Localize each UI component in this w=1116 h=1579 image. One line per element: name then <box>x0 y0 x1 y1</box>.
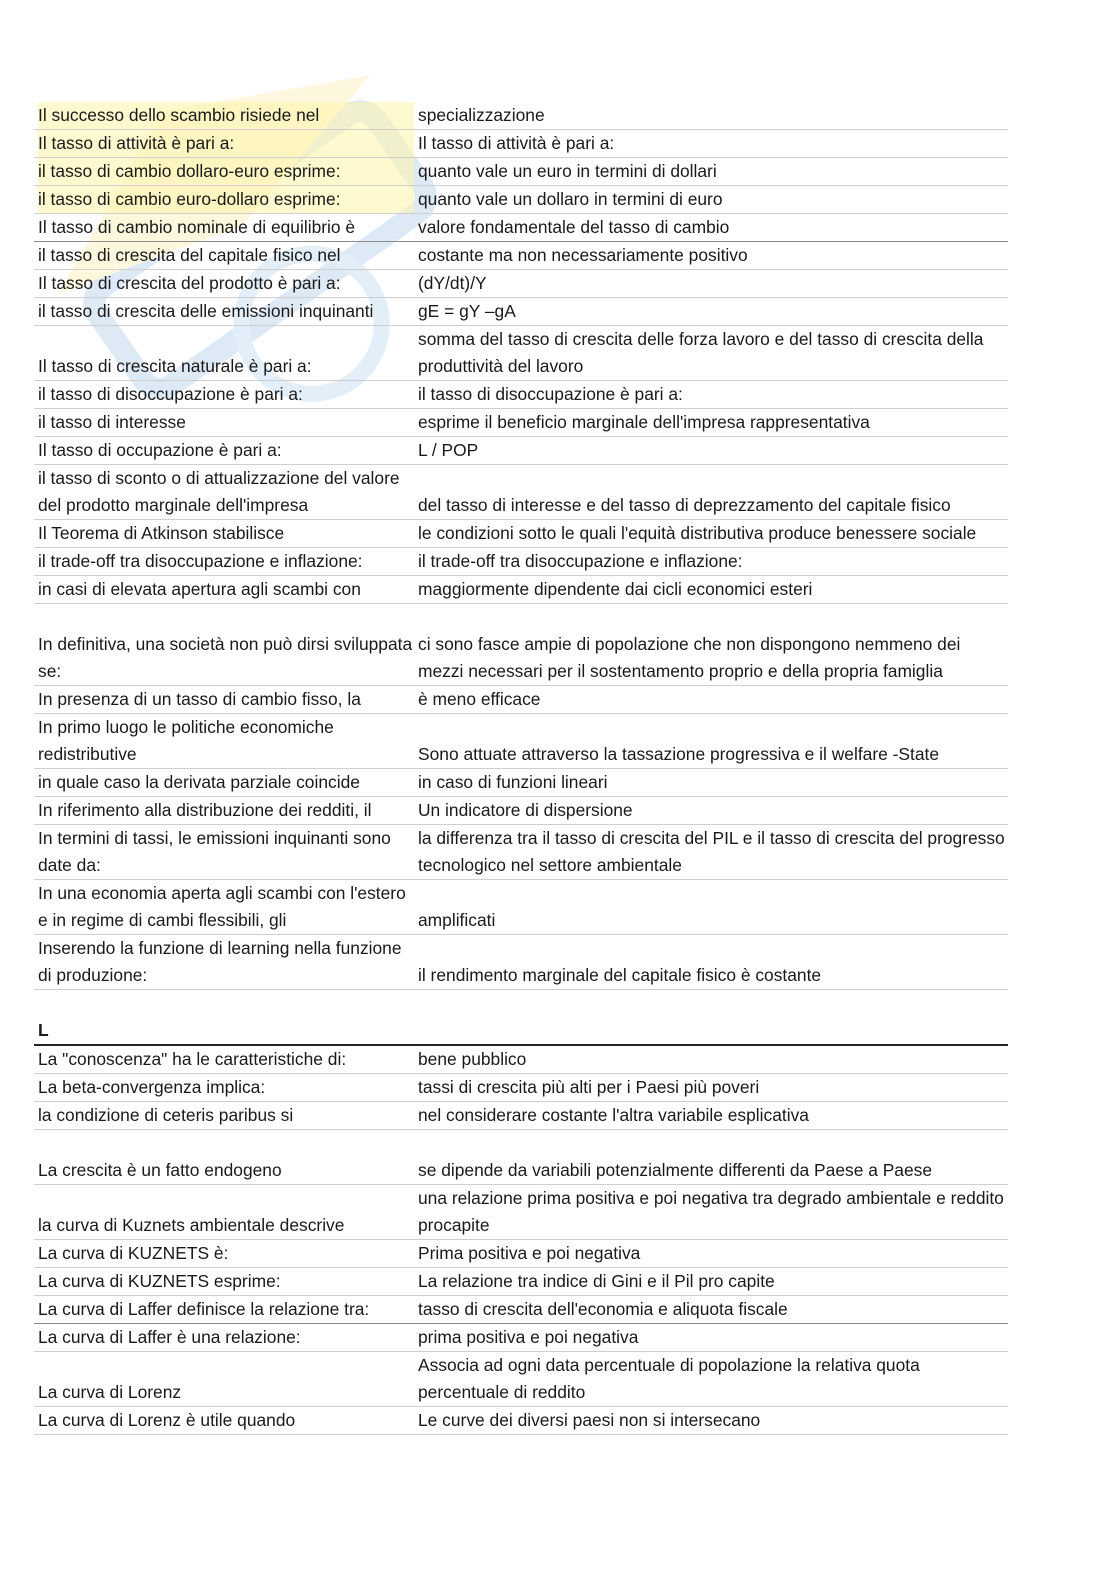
table-row <box>34 465 1008 520</box>
section-heading: L <box>34 1017 1008 1046</box>
answer-text: la differenza tra il tasso di crescita del PIL e il tasso di crescita del progresso tecnologico nel settore ambientale <box>418 828 1005 875</box>
answer-text: valore fondamentale del tasso di cambio <box>418 217 730 237</box>
table-row <box>34 1324 1008 1352</box>
question-text: La curva di KUZNETS esprime: <box>38 1271 281 1291</box>
answer-text: nel considerare costante l'altra variabile esplicativa <box>418 1105 809 1125</box>
question-text: La curva di Lorenz è utile quando <box>38 1410 296 1430</box>
answer-text: ci sono fasce ampie di popolazione che non dispongono nemmeno dei mezzi necessari per il sostentamento proprio e della propria famiglia <box>418 634 961 681</box>
answer-text: esprime il beneficio marginale dell'impresa rappresentativa <box>418 412 870 432</box>
table-row <box>34 1240 1008 1268</box>
question-text: La curva di Laffer è una relazione: <box>38 1327 301 1347</box>
answer-text: (dY/dt)/Y <box>418 273 487 293</box>
question-text: Il Teorema di Atkinson stabilisce <box>38 523 285 543</box>
question-text: il tasso di cambio dollaro-euro esprime: <box>38 158 414 185</box>
table-row <box>34 214 1008 242</box>
question-text: La "conoscenza" ha le caratteristiche di: <box>38 1049 347 1069</box>
question-text: il tasso di disoccupazione è pari a: <box>38 384 303 404</box>
table-row <box>34 576 1008 604</box>
question-text: Inserendo la funzione di learning nella funzione di produzione: <box>38 938 402 985</box>
table-row <box>34 631 1008 686</box>
table-row <box>34 242 1008 270</box>
question-text: In una economia aperta agli scambi con l'estero e in regime di cambi flessibili, gli <box>38 883 406 930</box>
table-row <box>34 158 1008 186</box>
answer-text: amplificati <box>418 910 496 930</box>
question-text: Il tasso di crescita del prodotto è pari a: <box>38 273 341 293</box>
blank-line <box>34 990 1008 1017</box>
answer-text: Sono attuate attraverso la tassazione progressiva e il welfare -State <box>418 744 940 764</box>
answer-text: Il tasso di attività è pari a: <box>418 133 615 153</box>
answer-text: il tasso di disoccupazione è pari a: <box>418 384 683 404</box>
question-text: In primo luogo le politiche economiche redistributive <box>38 717 334 764</box>
table-row <box>34 186 1008 214</box>
answer-text: le condizioni sotto le quali l'equità distributiva produce benessere sociale <box>418 523 977 543</box>
table-row <box>34 326 1008 381</box>
table-row <box>34 825 1008 880</box>
table-row <box>34 548 1008 576</box>
answer-text: quanto vale un dollaro in termini di euro <box>418 189 723 209</box>
table-row <box>34 769 1008 797</box>
table-row <box>34 880 1008 935</box>
table-row <box>34 1268 1008 1296</box>
question-text: il tasso di interesse <box>38 412 186 432</box>
question-text: in casi di elevata apertura agli scambi con <box>38 579 361 599</box>
question-text: In riferimento alla distribuzione dei redditi, il <box>38 800 372 820</box>
answer-text: Associa ad ogni data percentuale di popolazione la relativa quota percentuale di reddito <box>418 1355 920 1402</box>
question-text: La crescita è un fatto endogeno <box>38 1160 282 1180</box>
question-text: il tasso di cambio euro-dollaro esprime: <box>38 186 414 213</box>
table-row <box>34 270 1008 298</box>
table-row <box>34 1185 1008 1240</box>
answer-text: Le curve dei diversi paesi non si intersecano <box>418 1410 761 1430</box>
question-text: Il tasso di cambio nominale di equilibrio è <box>38 217 356 237</box>
question-text: Il tasso di attività è pari a: <box>38 130 414 157</box>
table-row <box>34 714 1008 769</box>
table-row <box>34 1296 1008 1324</box>
answer-text: bene pubblico <box>418 1049 527 1069</box>
answer-text: somma del tasso di crescita delle forza lavoro e del tasso di crescita della produttività del lavoro <box>418 329 984 376</box>
answer-text: prima positiva e poi negativa <box>418 1327 639 1347</box>
answer-text: La relazione tra indice di Gini e il Pil pro capite <box>418 1271 775 1291</box>
table-row <box>34 298 1008 326</box>
answer-text: L / POP <box>418 440 479 460</box>
question-text: La curva di KUZNETS è: <box>38 1243 229 1263</box>
question-text: La curva di Laffer definisce la relazione tra: <box>38 1299 370 1319</box>
blank-line <box>34 604 1008 631</box>
question-text: Il successo dello scambio risiede nel <box>38 102 414 129</box>
answer-text: in caso di funzioni lineari <box>418 772 608 792</box>
table-row <box>34 1352 1008 1407</box>
question-text: La beta-convergenza implica: <box>38 1077 266 1097</box>
table-row <box>34 102 1008 130</box>
question-text: il tasso di sconto o di attualizzazione del valore del prodotto marginale dell'impresa <box>38 468 400 515</box>
answer-text: una relazione prima positiva e poi negativa tra degrado ambientale e reddito procapite <box>418 1188 1004 1235</box>
answer-text: quanto vale un euro in termini di dollari <box>418 161 717 181</box>
answer-text: costante ma non necessariamente positivo <box>418 245 748 265</box>
table-row <box>34 1102 1008 1130</box>
table-row <box>34 381 1008 409</box>
question-text: Il tasso di occupazione è pari a: <box>38 440 282 460</box>
table-row <box>34 130 1008 158</box>
table-row <box>34 1157 1008 1185</box>
table-row <box>34 1407 1008 1435</box>
question-text: La curva di Lorenz <box>38 1382 182 1402</box>
question-text: la curva di Kuznets ambientale descrive <box>38 1215 345 1235</box>
answer-text: il trade-off tra disoccupazione e inflazione: <box>418 551 743 571</box>
document-body <box>34 102 1008 1435</box>
table-row <box>34 520 1008 548</box>
answer-text: maggiormente dipendente dai cicli economici esteri <box>418 579 813 599</box>
question-text: il trade-off tra disoccupazione e inflazione: <box>38 551 363 571</box>
blank-line <box>34 1130 1008 1157</box>
table-row <box>34 686 1008 714</box>
answer-text: è meno efficace <box>418 689 541 709</box>
table-row <box>34 1074 1008 1102</box>
table-row <box>34 437 1008 465</box>
answer-text: del tasso di interesse e del tasso di deprezzamento del capitale fisico <box>418 495 951 515</box>
answer-text: Prima positiva e poi negativa <box>418 1243 641 1263</box>
question-text: Il tasso di crescita naturale è pari a: <box>38 356 312 376</box>
answer-text: tassi di crescita più alti per i Paesi più poveri <box>418 1077 760 1097</box>
answer-text: se dipende da variabili potenzialmente differenti da Paese a Paese <box>418 1160 933 1180</box>
table-row <box>34 409 1008 437</box>
answer-text: gE = gY –gA <box>418 301 516 321</box>
answer-text: specializzazione <box>418 105 545 125</box>
table-row <box>34 1046 1008 1074</box>
table-row <box>34 935 1008 990</box>
question-text: il tasso di crescita delle emissioni inquinanti <box>38 301 374 321</box>
question-text: In presenza di un tasso di cambio fisso, la <box>38 689 361 709</box>
answer-text: Un indicatore di dispersione <box>418 800 633 820</box>
table-row <box>34 797 1008 825</box>
question-text: In definitiva, una società non può dirsi sviluppata se: <box>38 634 413 681</box>
question-text: in quale caso la derivata parziale coincide <box>38 772 360 792</box>
answer-text: tasso di crescita dell'economia e aliquota fiscale <box>418 1299 788 1319</box>
answer-text: il rendimento marginale del capitale fisico è costante <box>418 965 822 985</box>
question-text: la condizione di ceteris paribus si <box>38 1105 294 1125</box>
question-text: In termini di tassi, le emissioni inquinanti sono date da: <box>38 828 391 875</box>
question-text: il tasso di crescita del capitale fisico nel <box>38 245 341 265</box>
